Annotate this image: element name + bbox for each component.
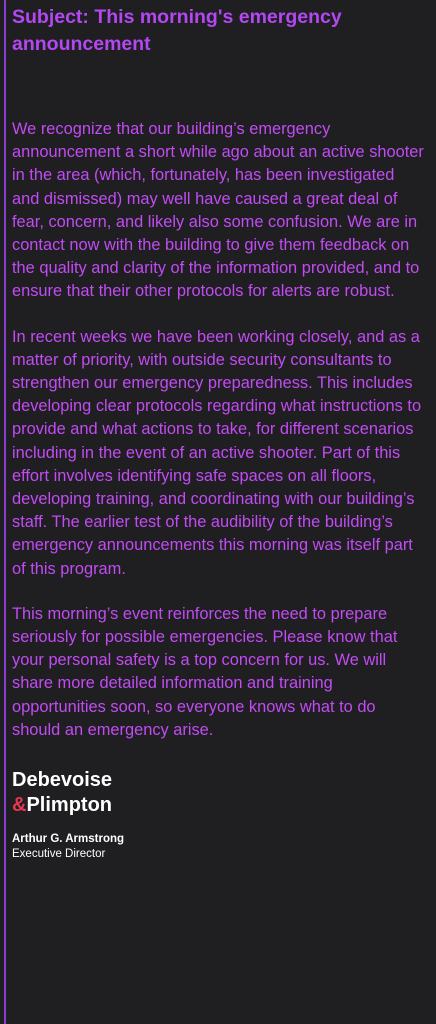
paragraph-3: This morning’s event reinforces the need to prepare seriously for possible emergencies. Please know that your personal safety is a top concern for us. We will share more detailed information and training opportunities soon, so everyone knows what to do should an emergency arise. — [12, 604, 398, 739]
logo-ampersand: & — [12, 794, 27, 817]
firm-logo — [12, 768, 426, 818]
quote-left-rule — [4, 0, 6, 1024]
signature-name: Arthur G. Armstrong — [12, 833, 125, 846]
logo-line-2 — [12, 793, 426, 818]
logo-line-2-text: Plimpton — [26, 794, 112, 817]
paragraph-2: In recent weeks we have been working closely, and as a matter of priority, with outside security consultants to strengthen our emergency preparedness. This includes developing clear protocols regarding what instructions to provide and what actions to take, for different scenarios including in the event of an active shooter. Part of this effort involves identifying safe spaces on all floors, developing training, and coordinating with our building’s staff. The earlier test of the audibility of the building’s emergency announcements this morning was itself part of this program. — [12, 327, 422, 578]
email-subject: Subject: This morning's emergency announcement — [12, 6, 342, 55]
email-body — [12, 0, 426, 862]
logo-line-1: Debevoise — [12, 769, 113, 792]
paragraph-1: We recognize that our building’s emergency announcement a short while ago about an active shooter in the area (which, fortunately, has been investigated and dismissed) may well have caused a great deal of fear, concern, and likely also some confusion. We are in contact now with the building to give them feedback on the quality and clarity of the information provided, and to ensure that their other protocols for alerts are robust. — [12, 120, 424, 301]
signature-title: Executive Director — [12, 848, 106, 861]
